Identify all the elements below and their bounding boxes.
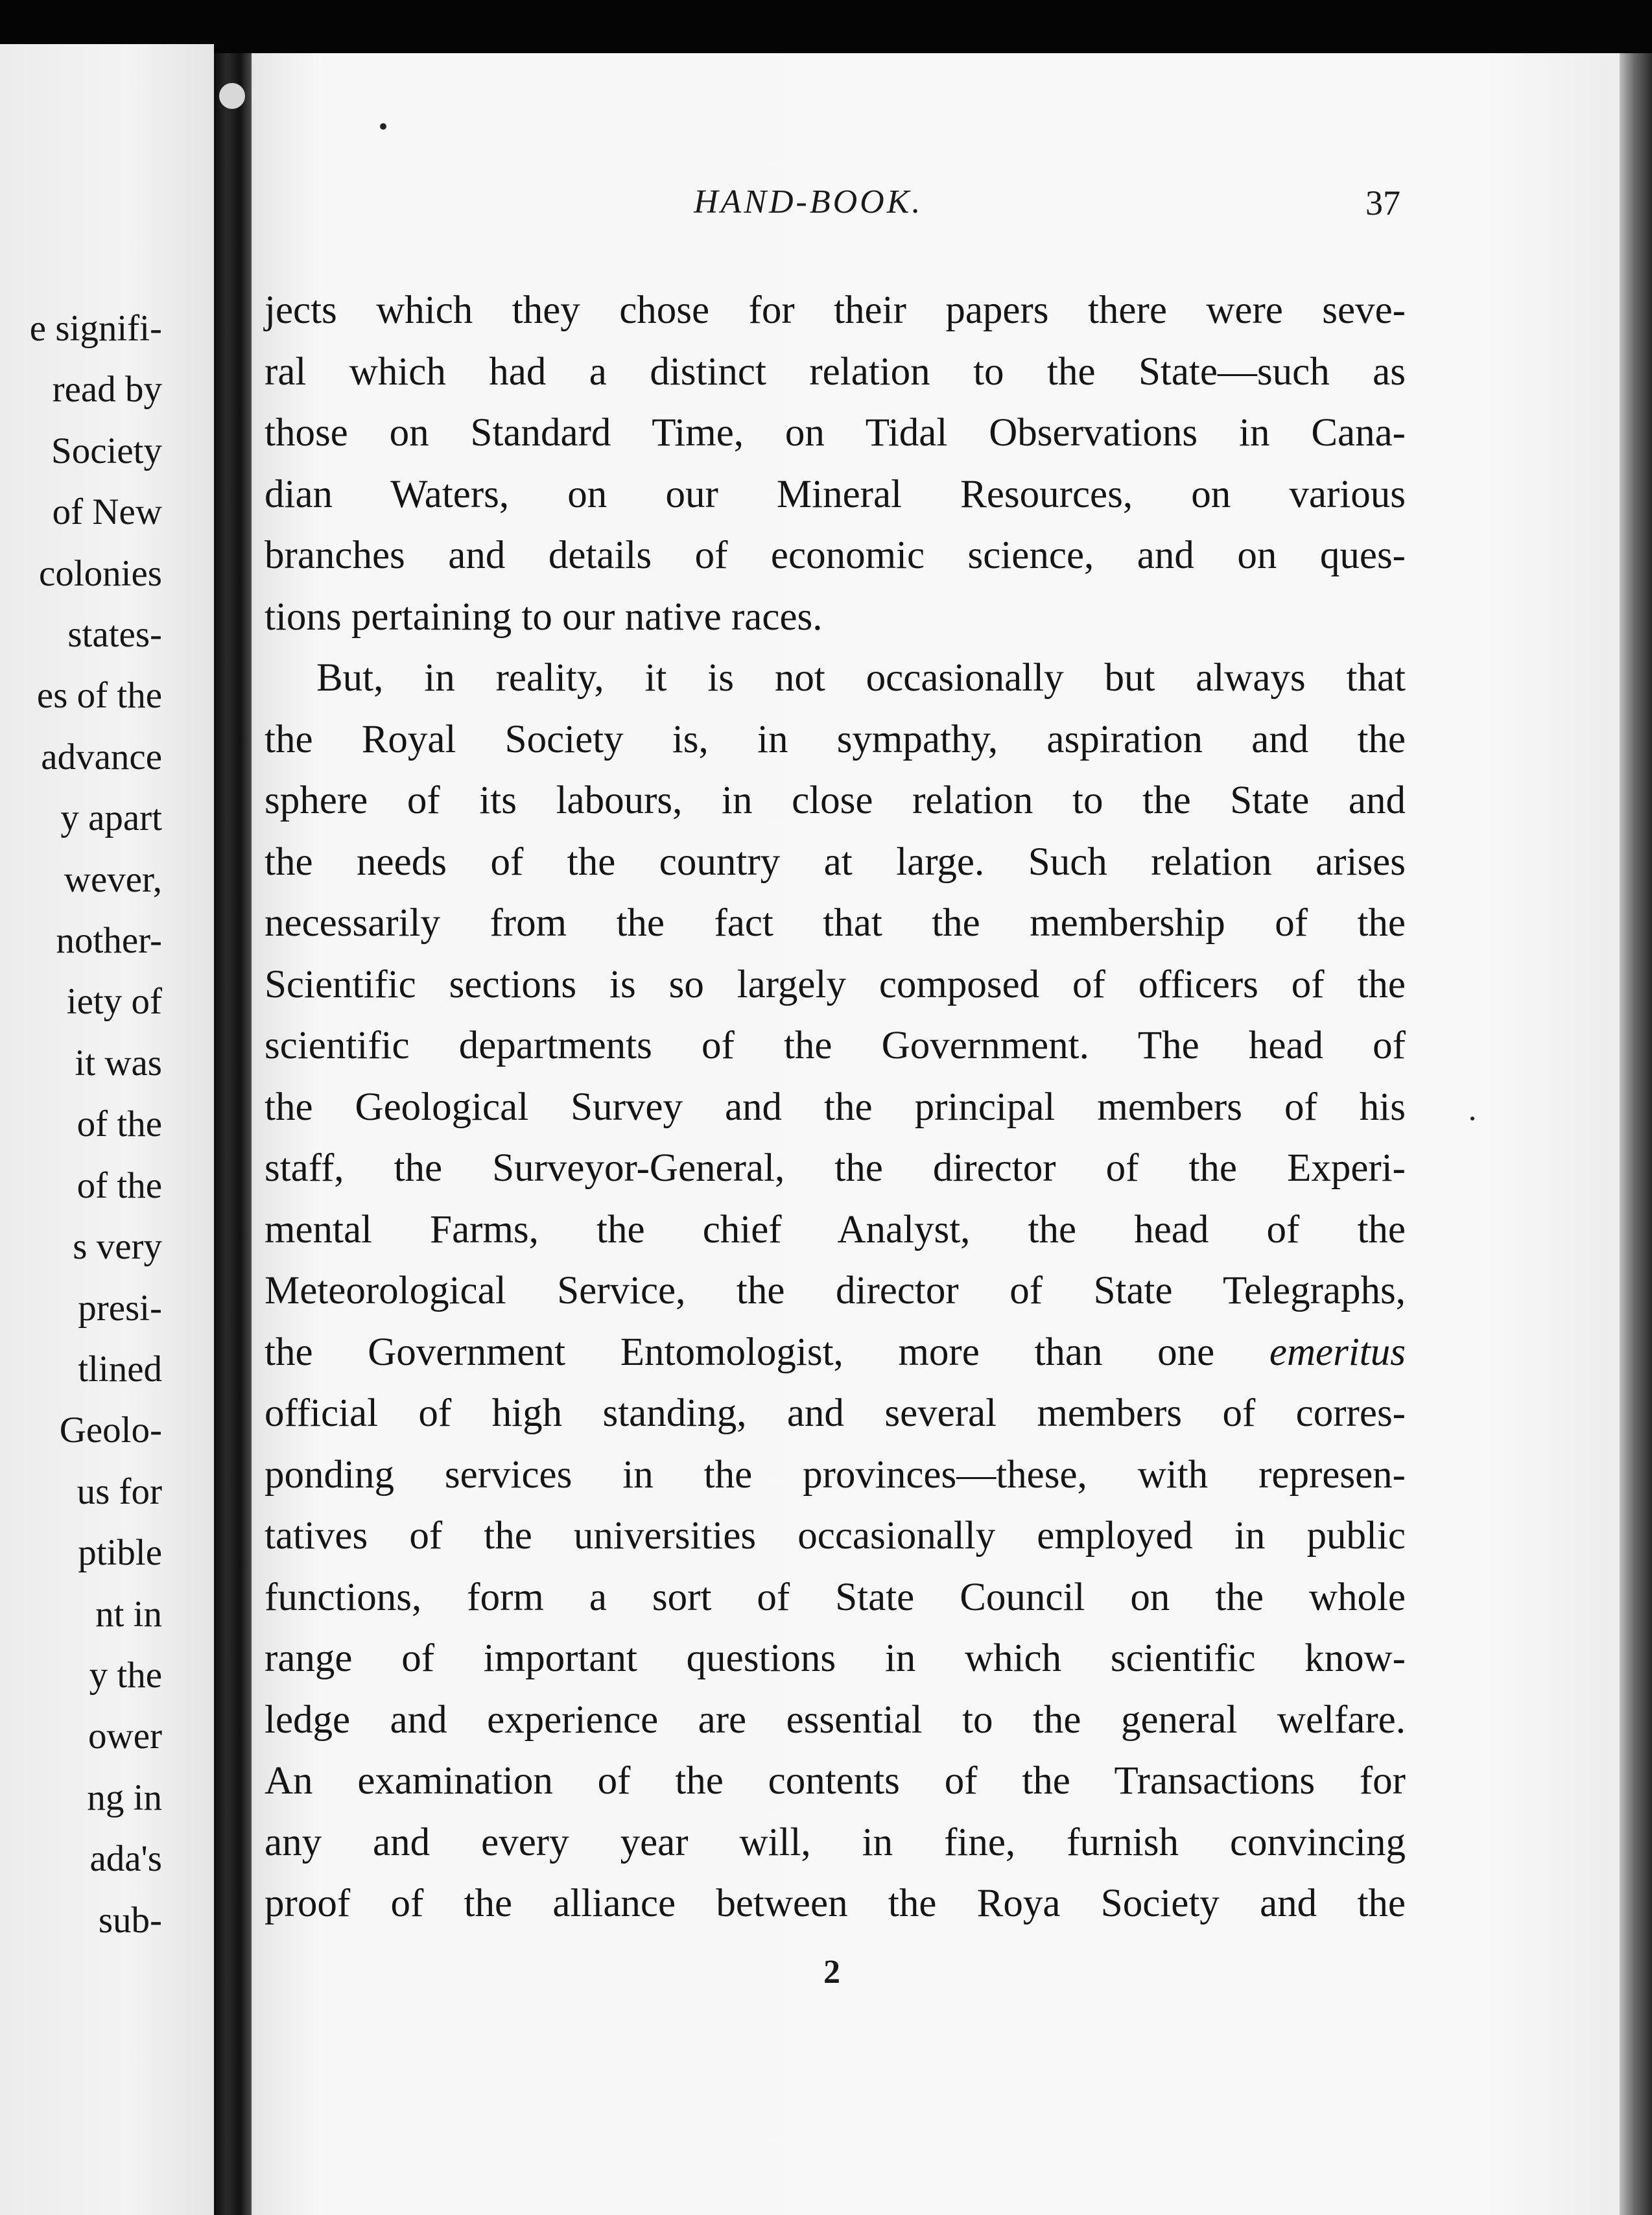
previous-page-line: ng in: [87, 1777, 162, 1818]
previous-page-line: of the: [77, 1104, 162, 1145]
previous-page-line: y the: [89, 1654, 162, 1696]
text-line: official of high standing, and several members of corres-: [265, 1392, 1406, 1435]
previous-page-line: read by: [52, 369, 162, 410]
binding-notch: [219, 83, 245, 109]
text-line: the needs of the country at large. Such relation arises: [265, 840, 1406, 884]
text-line: An examination of the contents of the Transactions for: [265, 1759, 1406, 1803]
previous-page-line: states-: [67, 614, 162, 656]
signature-mark: 2: [823, 1954, 840, 1991]
previous-page-line: iety of: [66, 981, 162, 1023]
text-line: Meteorological Service, the director of State Telegraphs,: [265, 1269, 1406, 1312]
previous-page-line: es of the: [36, 675, 162, 717]
speck-mark: [1470, 1117, 1474, 1120]
text-line: functions, form a sort of State Council on the whole: [265, 1575, 1406, 1619]
previous-page-line: y apart: [60, 798, 162, 839]
running-head: HAND-BOOK.: [694, 184, 923, 220]
scan-top-border: [0, 0, 1652, 53]
previous-page-line: Society: [51, 430, 162, 471]
previous-page-line: advance: [41, 736, 162, 777]
previous-page-line: nt in: [95, 1593, 162, 1635]
text-line: range of important questions in which scientific know-: [265, 1637, 1406, 1680]
previous-page-line: it was: [75, 1042, 162, 1084]
text-line: the Royal Society is, in sympathy, aspiration and the: [265, 717, 1406, 761]
text-line: ledge and experience are essential to the general welfare.: [265, 1698, 1406, 1742]
text-line: Scientific sections is so largely composed of officers of the: [265, 962, 1406, 1006]
previous-page-line: e signifi-: [29, 308, 162, 349]
text-line: But, in reality, it is not occasionally but always that: [316, 656, 1406, 700]
text-line: tatives of the universities occasionally employed in public: [265, 1514, 1406, 1558]
previous-page-line: nother-: [56, 920, 162, 962]
page-number: 37: [1365, 184, 1400, 222]
previous-page-line: wever,: [64, 859, 162, 900]
previous-page-line: colonies: [39, 552, 162, 594]
page-edge: [1620, 53, 1652, 2215]
previous-page-line: sub-: [98, 1899, 162, 1941]
previous-page-line: Geolo-: [59, 1410, 162, 1451]
speck-mark: [380, 123, 386, 130]
text-line: proof of the alliance between the Roya Society and the: [265, 1882, 1406, 1925]
text-line: jects which they chose for their papers there were seve-: [265, 289, 1406, 332]
text-line: scientific departments of the Government. The head of: [265, 1024, 1406, 1067]
text-line: dian Waters, on our Mineral Resources, on various: [265, 472, 1406, 516]
previous-page-fragment: [0, 44, 214, 2215]
previous-page-line: us for: [77, 1471, 162, 1512]
text-line: ponding services in the provinces—these, with represen-: [265, 1452, 1406, 1497]
previous-page-line: of the: [77, 1165, 162, 1206]
text-line: [265, 1322, 1406, 1384]
previous-page-line: ptible: [78, 1532, 162, 1574]
previous-page-line: ada's: [89, 1838, 162, 1880]
book-spine: [214, 53, 252, 2215]
text-line: branches and details of economic science, and on ques-: [265, 534, 1406, 577]
text-line: tions pertaining to our native races.: [265, 595, 823, 639]
text-line: necessarily from the fact that the membership of the: [265, 901, 1406, 945]
previous-page-line: ower: [88, 1716, 162, 1757]
text-line: ral which had a distinct relation to the State—such as: [265, 349, 1406, 394]
text-line: any and every year will, in fine, furnish convincing: [265, 1820, 1406, 1864]
body-text: [265, 280, 1406, 1935]
text-line: mental Farms, the chief Analyst, the head of the: [265, 1207, 1406, 1251]
paragraph: [265, 280, 1406, 648]
paragraph: [265, 648, 1406, 1935]
text-line: sphere of its labours, in close relation to the State and: [265, 779, 1406, 822]
previous-page-line: tlined: [78, 1348, 162, 1390]
text-segment: the Government Entomologist, more than one: [265, 1330, 1269, 1374]
previous-page-text: [0, 298, 162, 1951]
previous-page-line: s very: [73, 1226, 162, 1268]
text-line: staff, the Surveyor-General, the director of the Experi-: [265, 1146, 1406, 1190]
italic-word: emeritus: [1269, 1330, 1406, 1374]
text-line: those on Standard Time, on Tidal Observations in Cana-: [265, 411, 1406, 455]
text-line: the Geological Survey and the principal members of his: [265, 1085, 1406, 1129]
previous-page-line: presi-: [78, 1287, 162, 1329]
previous-page-line: of New: [52, 492, 162, 533]
